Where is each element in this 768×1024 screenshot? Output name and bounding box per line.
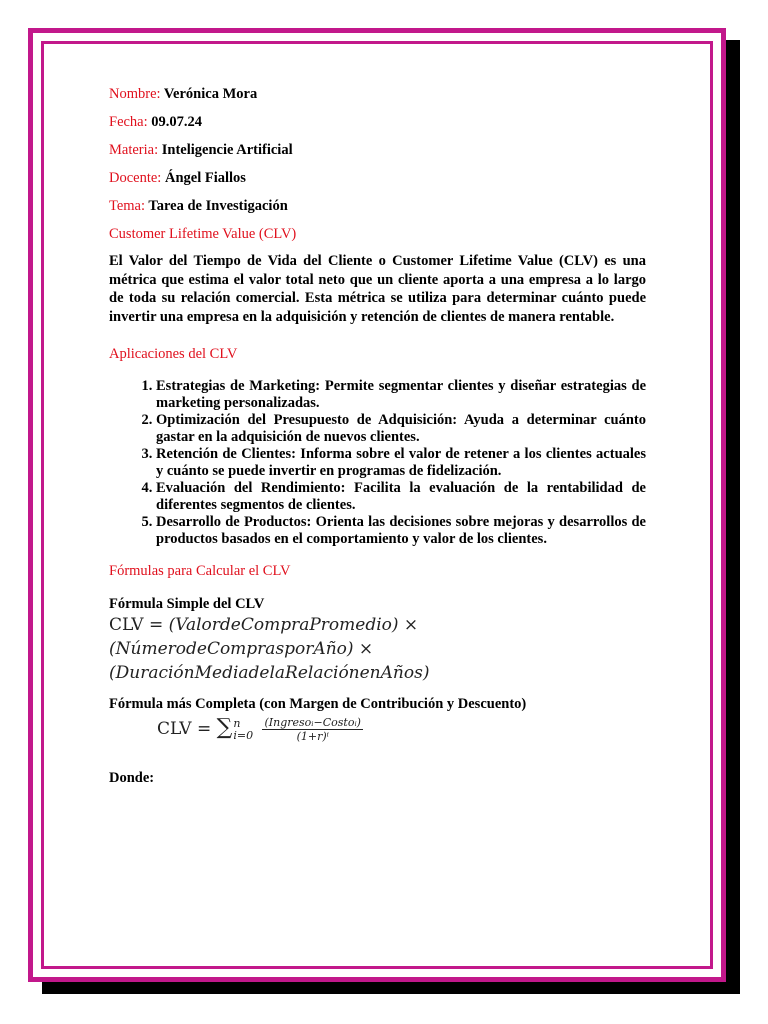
apps-list	[109, 378, 646, 547]
document-body	[109, 84, 646, 787]
simple-formula-line2: (DuraciónMediadelaRelaciónenAños)	[109, 663, 430, 683]
apps-heading: Aplicaciones del CLV	[109, 346, 238, 362]
complete-formula	[157, 715, 646, 743]
sigma-icon: ∑	[216, 715, 233, 740]
list-item: 5. Desarrollo de Productos: Orienta las decisiones sobre mejoras y desarrollos de productos basados en el comportamiento y valor de los clientes.	[156, 514, 646, 547]
denominator: (1+r)ⁱ	[296, 730, 329, 743]
simple-formula	[109, 613, 646, 685]
sum-lower: i=0	[233, 728, 254, 742]
list-item: 4. Evaluación del Rendimiento: Facilita la evaluación de la rentabilidad de diferentes segmentos de clientes.	[156, 480, 646, 513]
list-item: 1. Estrategias de Marketing: Permite segmentar clientes y diseñar estrategias de marketing personalizadas.	[156, 378, 646, 411]
clv-symbol-2: CLV =	[157, 719, 212, 739]
sum-limits	[233, 718, 253, 742]
docente-value: Ángel Fiallos	[164, 170, 246, 186]
nombre-field	[109, 84, 646, 112]
materia-field	[109, 140, 646, 168]
materia-label: Materia:	[109, 142, 159, 158]
materia-value: Inteligencie Artificial	[161, 142, 293, 158]
docente-label: Docente:	[109, 170, 162, 186]
fecha-value: 09.07.24	[151, 114, 203, 130]
tema-value: Tarea de Investigación	[148, 198, 288, 214]
simple-formula-line1: (ValordeCompraPromedio) × (NúmerodeComprasporAño) ×	[109, 615, 419, 659]
nombre-label: Nombre:	[109, 86, 161, 102]
sum-upper: n	[233, 716, 241, 730]
numerator: (Ingresoᵢ−Costoᵢ)	[264, 716, 361, 729]
clv-symbol: CLV =	[109, 615, 164, 635]
complete-formula-title: Fórmula más Completa (con Margen de Contribución y Descuento)	[109, 696, 527, 712]
tema-field	[109, 196, 646, 224]
fecha-field	[109, 112, 646, 140]
docente-field	[109, 168, 646, 196]
nombre-value: Verónica Mora	[163, 86, 258, 102]
list-item: 3. Retención de Clientes: Informa sobre el valor de retener a los clientes actuales y cuánto se puede invertir en programas de fidelización.	[156, 446, 646, 479]
clv-heading: Customer Lifetime Value (CLV)	[109, 226, 297, 242]
list-item: 2. Optimización del Presupuesto de Adquisición: Ayuda a determinar cuánto gastar en la adquisición de nuevos clientes.	[156, 412, 646, 445]
formulas-heading: Fórmulas para Calcular el CLV	[109, 563, 291, 579]
fraction	[262, 716, 362, 743]
clv-paragraph: El Valor del Tiempo de Vida del Cliente o Customer Lifetime Value (CLV) es una métrica que estima el valor total neto que un cliente aporta a una empresa a lo largo de toda su relación comercial. Esta métrica se utiliza para determinar cuánto puede invertir una empresa en la adquisición y retención de clientes de manera rentable.	[109, 253, 646, 325]
fecha-label: Fecha:	[109, 114, 148, 130]
simple-formula-title: Fórmula Simple del CLV	[109, 596, 265, 612]
donde-label: Donde:	[109, 770, 155, 786]
tema-label: Tema:	[109, 198, 146, 214]
